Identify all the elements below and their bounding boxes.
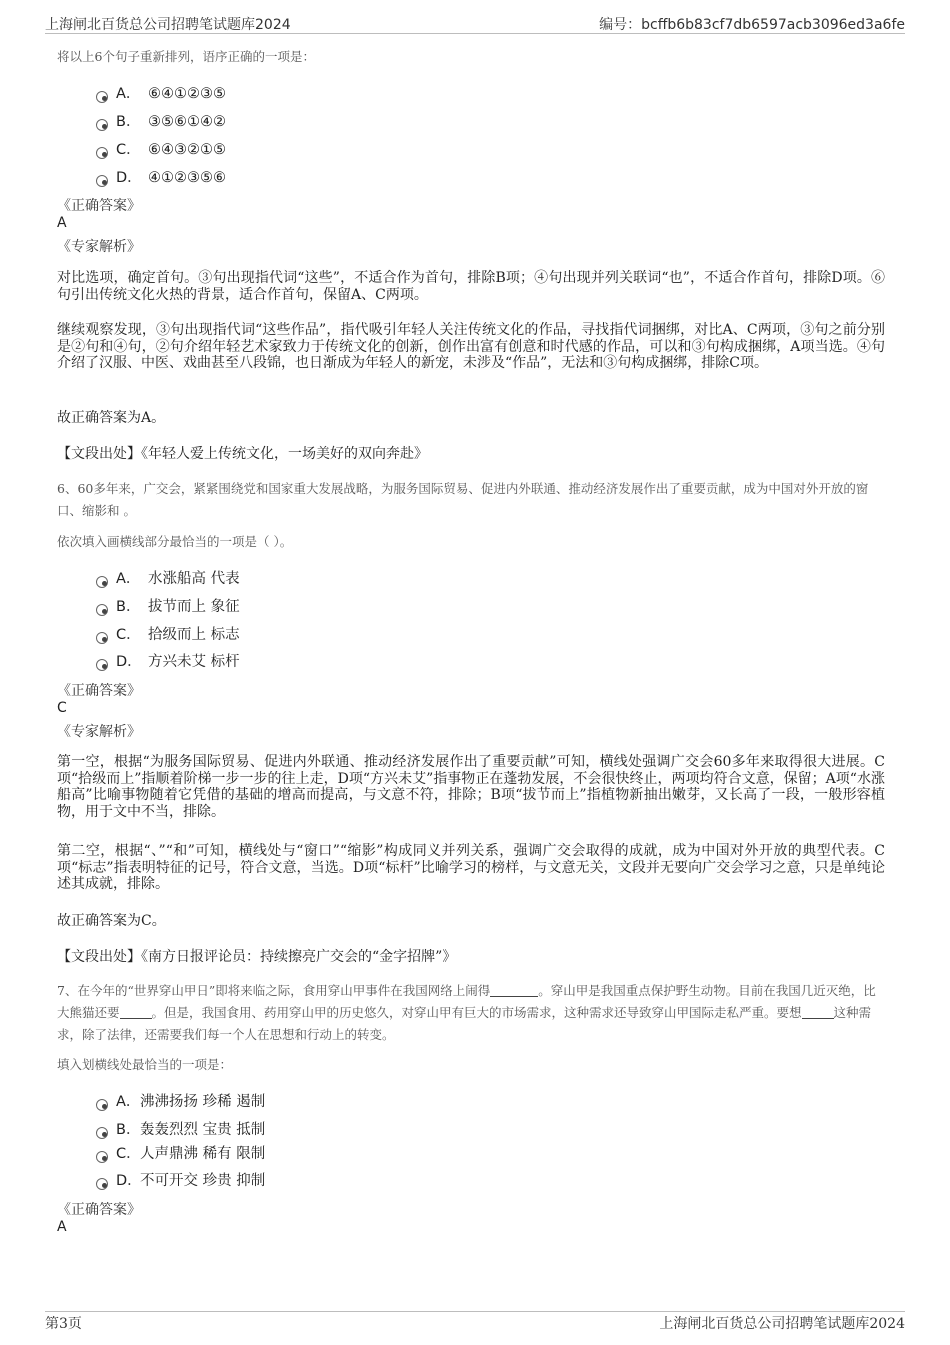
q5-analysis-paragraph: 继续观察发现，③句出现指代词“这些作品”，指代吸引年轻人关注传统文化的作品，寻找指代词捆绑，对比A、C两项，③句之前分别是②句和④句，②句介绍年轻艺术家致力于传统文化的创新，创作出富有创意和时代感的作品，可以和③句构成捆绑，A项当选。④句介绍了汉服、中医、戏曲甚至八段锦，也日渐成为年轻人的新宠，未涉及“作品”，无法和③句构成捆绑，排除C项。 bbox=[57, 322, 885, 371]
q6-option-d[interactable]: D． 方兴未艾 标杆 bbox=[96, 650, 240, 671]
q7-option-b[interactable]: B．轰轰烈烈 宝贵 抵制 bbox=[96, 1118, 265, 1139]
header-title: 上海闸北百货总公司招聘笔试题库2024 bbox=[45, 17, 291, 33]
q5-option-b[interactable]: B． ③⑤⑥①④② bbox=[96, 110, 226, 131]
document-code bbox=[599, 14, 905, 34]
q6-option-b[interactable]: B． 拔节而上 象征 bbox=[96, 595, 240, 616]
q5-answer: A bbox=[57, 215, 67, 231]
radio-icon[interactable] bbox=[96, 1178, 108, 1190]
q5-analysis-conclusion: 故正确答案为A。 bbox=[57, 410, 166, 426]
q6-source: 【文段出处】《南方日报评论员：持续擦亮广交会的“金字招牌”》 bbox=[57, 949, 457, 965]
q5-answer-label: 《正确答案》 bbox=[57, 198, 141, 214]
q6-stem: 6、60多年来，广交会，紧紧围绕党和国家重大发展战略，为服务国际贸易、促进内外联通、推动经济发展作出了重要贡献，成为中国对外开放的窗口、缩影和 。 bbox=[57, 481, 869, 518]
radio-icon[interactable] bbox=[96, 91, 108, 103]
q6-option-c[interactable]: C． 拾级而上 标志 bbox=[96, 623, 240, 644]
q7-answer: A bbox=[57, 1219, 67, 1235]
q6-analysis-paragraph: 第二空，根据“、”“和”可知，横线处与“窗口”“缩影”构成同义并列关系，强调广交会取得的成就，成为中国对外开放的典型代表。C项“标志”指表明特征的记号，符合文意，当选。D项“标杆”比喻学习的榜样，与文意无关，文段并无要向广交会学习之意，只是单纯论述其成就，排除。 bbox=[57, 843, 885, 892]
radio-icon[interactable] bbox=[96, 147, 108, 159]
blank-3 bbox=[802, 1006, 834, 1019]
q5-option-d[interactable]: D． ④①②③⑤⑥ bbox=[96, 166, 226, 187]
q6-prompt: 依次填入画横线部分最恰当的一项是（ ）。 bbox=[57, 534, 293, 549]
q7-answer-label: 《正确答案》 bbox=[57, 1202, 141, 1218]
footer-divider bbox=[45, 1311, 905, 1312]
page-number: 第3页 bbox=[45, 1316, 82, 1332]
q6-analysis-label: 《专家解析》 bbox=[57, 724, 141, 740]
radio-icon[interactable] bbox=[96, 119, 108, 131]
q5-analysis-paragraph: 对比选项，确定首句。③句出现指代词“这些”，不适合作为首句，排除B项；④句出现并列关联词“也”，不适合作首句，排除D项。⑥句引出传统文化火热的背景，适合作首句，保留A、C两项。 bbox=[57, 270, 885, 303]
radio-icon[interactable] bbox=[96, 576, 108, 588]
q5-prompt: 将以上6个句子重新排列，语序正确的一项是： bbox=[57, 49, 315, 64]
q5-source: 【文段出处】《年轻人爱上传统文化，一场美好的双向奔赴》 bbox=[57, 446, 428, 462]
q6-analysis-conclusion: 故正确答案为C。 bbox=[57, 913, 166, 929]
q7-option-d[interactable]: D．不可开交 珍贵 抑制 bbox=[96, 1169, 265, 1190]
radio-icon[interactable] bbox=[96, 604, 108, 616]
q7-option-a[interactable]: A．沸沸扬扬 珍稀 遏制 bbox=[96, 1090, 265, 1111]
document-code-label: 编号： bbox=[599, 17, 642, 33]
q7-option-c[interactable]: C．人声鼎沸 稀有 限制 bbox=[96, 1142, 265, 1163]
header-divider bbox=[45, 33, 905, 34]
radio-icon[interactable] bbox=[96, 175, 108, 187]
q5-option-c[interactable]: C． ⑥④③②①⑤ bbox=[96, 138, 226, 159]
radio-icon[interactable] bbox=[96, 1099, 108, 1111]
q7-stem: 7、在今年的“世界穿山甲日”即将来临之际，食用穿山甲事件在我国网络上闹得 。穿山甲是我国重点保护野生动物。目前在我国几近灭绝，比大熊猫还要 。但是，我国食用、药用穿山甲的历史悠久，对穿山甲有巨大的市场需求，这种需求还导致穿山甲国际走私严重。要想 这种需求，除了法律，还需要我们每一个人在思想和行动上的转变。 bbox=[57, 983, 876, 1042]
document-code-value: bcffb6b83cf7db6597acb3096ed3a6fe bbox=[641, 17, 905, 33]
q7-prompt: 填入划横线处最恰当的一项是： bbox=[57, 1057, 233, 1072]
radio-icon[interactable] bbox=[96, 1127, 108, 1139]
blank-1 bbox=[490, 984, 538, 997]
q6-option-a[interactable]: A． 水涨船高 代表 bbox=[96, 567, 240, 588]
blank-2 bbox=[120, 1006, 152, 1019]
q5-option-a[interactable]: A． ⑥④①②③⑤ bbox=[96, 82, 226, 103]
radio-icon[interactable] bbox=[96, 1151, 108, 1163]
q6-answer-label: 《正确答案》 bbox=[57, 683, 141, 699]
q6-answer: C bbox=[57, 700, 67, 716]
radio-icon[interactable] bbox=[96, 632, 108, 644]
radio-icon[interactable] bbox=[96, 659, 108, 671]
footer-title: 上海闸北百货总公司招聘笔试题库2024 bbox=[659, 1316, 905, 1332]
q6-analysis-paragraph: 第一空，根据“为服务国际贸易、促进内外联通、推动经济发展作出了重要贡献”可知，横线处强调广交会60多年来取得很大进展。C项“拾级而上”指顺着阶梯一步一步的往上走，D项“方兴未艾”指事物正在蓬勃发展，不会很快终止，两项均符合文意，保留；A项“水涨船高”比喻事物随着它凭借的基础的增高而提高，与文意不符，排除；B项“拔节而上”指植物新抽出嫩芽，又长高了一段，一般形容植物，用于文中不当，排除。 bbox=[57, 754, 885, 820]
q5-analysis-label: 《专家解析》 bbox=[57, 239, 141, 255]
